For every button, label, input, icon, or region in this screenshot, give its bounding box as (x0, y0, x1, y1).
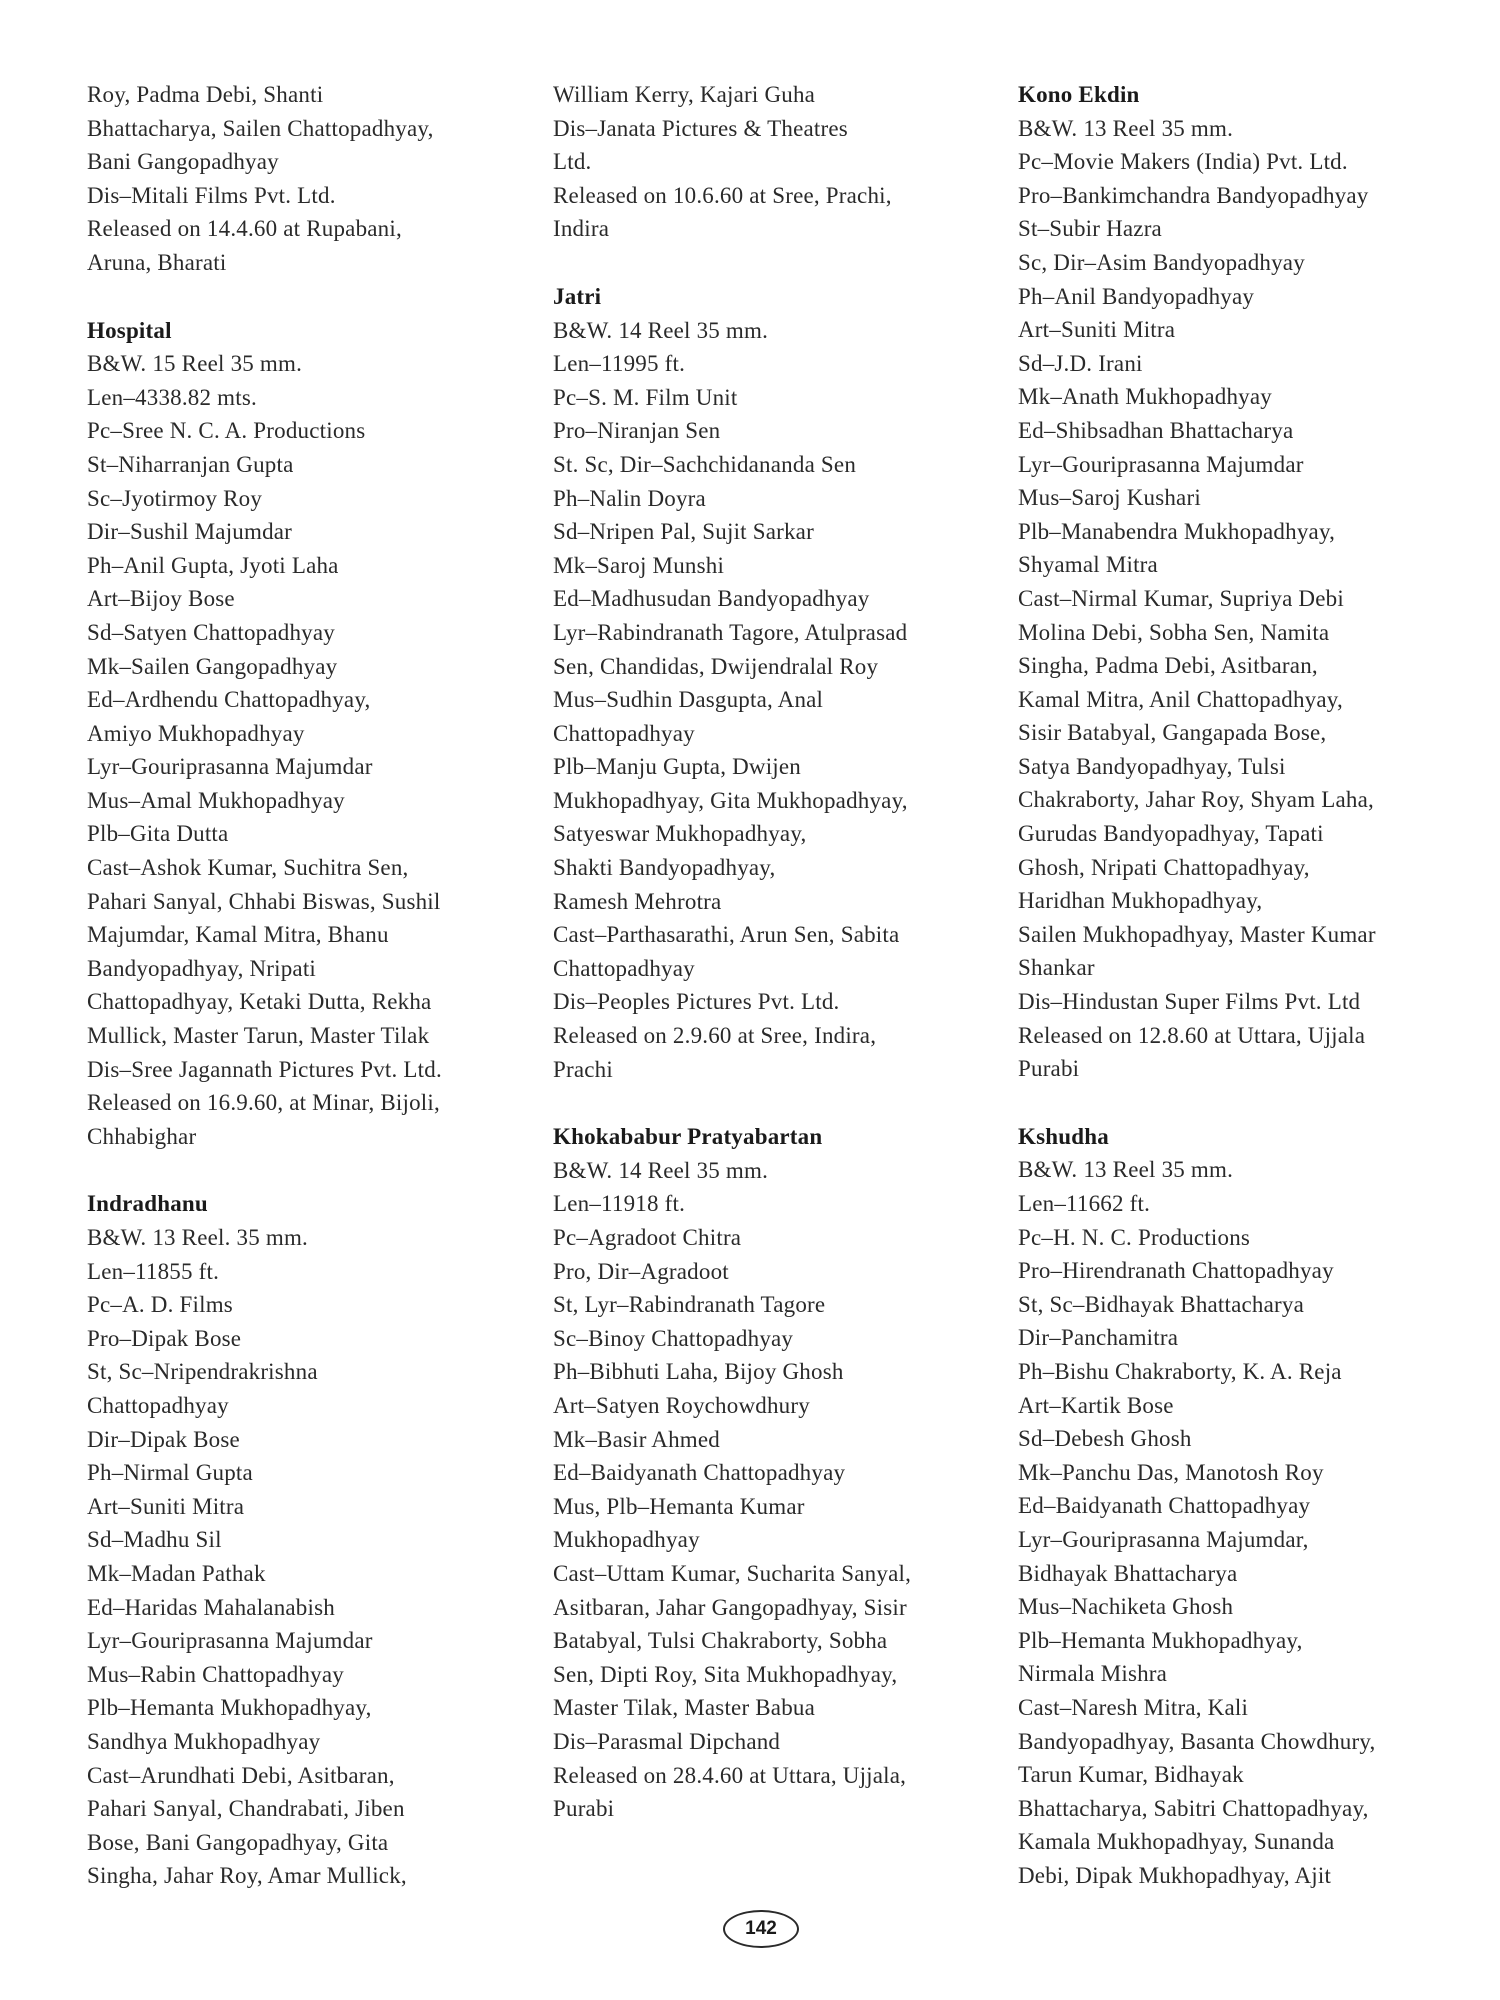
entry-line: Singha, Jahar Roy, Amar Mullick, (87, 1863, 407, 1889)
entry-line: B&W. 13 Reel 35 mm. (1018, 1157, 1234, 1183)
entry-line: Mk–Anath Mukhopadhyay (1018, 384, 1272, 410)
entry-line: Mus–Amal Mukhopadhyay (87, 787, 345, 813)
entry-line: Sisir Batabyal, Gangapada Bose, (1018, 720, 1327, 746)
entry-line: Singha, Padma Debi, Asitbaran, (1018, 653, 1318, 679)
entry-line: Gurudas Bandyopadhyay, Tapati (1018, 821, 1324, 847)
entry-line: Bidhayak Bhattacharya (1018, 1560, 1238, 1586)
entry-line: Ed–Haridas Mahalanabish (87, 1594, 335, 1620)
entry-line: St–Niharranjan Gupta (87, 451, 294, 477)
entry-line: Art–Satyen Roychowdhury (553, 1392, 810, 1418)
entry-line: Mk–Saroj Munshi (553, 552, 725, 578)
entry-line: Roy, Padma Debi, Shanti (87, 82, 324, 107)
entry-line: Sd–Satyen Chattopadhyay (87, 619, 335, 645)
entry-line: Plb–Hemanta Mukhopadhyay, (87, 1695, 372, 1721)
entry-line: Ph–Nirmal Gupta (87, 1460, 253, 1486)
entry-line: Lyr–Gouriprasanna Majumdar (1018, 451, 1304, 477)
entry-line: Cast–Uttam Kumar, Sucharita Sanyal, (553, 1560, 912, 1586)
page-number: 142 (723, 1910, 799, 1948)
entry-line: Chakraborty, Jahar Roy, Shyam Laha, (1018, 787, 1374, 813)
entry-line: Mk–Sailen Gangopadhyay (87, 653, 338, 679)
entry-line: Released on 16.9.60, at Minar, Bijoli, (87, 1090, 440, 1116)
entry-line: Haridhan Mukhopadhyay, (1018, 888, 1263, 914)
entry-line: Shankar (1018, 955, 1095, 981)
entry-line: Ed–Baidyanath Chattopadhyay (553, 1460, 846, 1486)
entry-line: Plb–Hemanta Mukhopadhyay, (1018, 1627, 1303, 1653)
entry-line: B&W. 14 Reel 35 mm. (553, 1157, 769, 1183)
entry-line: Ed–Baidyanath Chattopadhyay (1018, 1493, 1311, 1519)
entry-line: Ph–Bibhuti Laha, Bijoy Ghosh (553, 1359, 844, 1385)
entry-line: Ltd. (553, 149, 592, 175)
entry-line: Released on 10.6.60 at Sree, Prachi, (553, 182, 892, 208)
entry-line: Ed–Madhusudan Bandyopadhyay (553, 586, 870, 612)
entry-line: Mus–Rabin Chattopadhyay (87, 1661, 344, 1687)
entry-line: Molina Debi, Sobha Sen, Namita (1018, 619, 1330, 645)
entry-line: Pc–H. N. C. Productions (1018, 1224, 1251, 1250)
entry-line: Dis–Janata Pictures & Theatres (553, 115, 848, 141)
entry-line: B&W. 14 Reel 35 mm. (553, 317, 769, 343)
entry-line: Satya Bandyopadhyay, Tulsi (1018, 753, 1286, 779)
entry-line: Pro–Hirendranath Chattopadhyay (1018, 1258, 1334, 1284)
entry-line: Dir–Panchamitra (1018, 1325, 1179, 1351)
entry-line: B&W. 15 Reel 35 mm. (87, 351, 303, 377)
entry-line: St, Lyr–Rabindranath Tagore (553, 1292, 826, 1318)
entry-line: Mus, Plb–Hemanta Kumar (553, 1493, 805, 1519)
entry-line: B&W. 13 Reel 35 mm. (1018, 115, 1234, 141)
entry-line: Nirmala Mishra (1018, 1661, 1168, 1687)
entry-line: Dis–Sree Jagannath Pictures Pvt. Ltd. (87, 1056, 442, 1082)
entry-line: Len–11662 ft. (1018, 1191, 1151, 1216)
entry-line: Len–11855 ft. (87, 1258, 220, 1284)
entry-line: St–Subir Hazra (1018, 216, 1162, 242)
entry-line: Mk–Basir Ahmed (553, 1426, 720, 1452)
entry-line: Lyr–Rabindranath Tagore, Atulprasad (553, 619, 908, 645)
entry-line: Released on 28.4.60 at Uttara, Ujjala, (553, 1762, 907, 1788)
entry-line: Released on 12.8.60 at Uttara, Ujjala (1018, 1022, 1366, 1048)
column-1 (87, 78, 527, 1893)
entry-line: Pc–Movie Makers (India) Pvt. Ltd. (1018, 149, 1348, 175)
entry-line: Ph–Bishu Chakraborty, K. A. Reja (1018, 1358, 1342, 1384)
entry-line: Art–Kartik Bose (1018, 1392, 1174, 1418)
entry-line: Kamal Mitra, Anil Chattopadhyay, (1018, 686, 1343, 712)
entry-line: Ph–Nalin Doyra (553, 485, 706, 511)
entry-line: Sd–Madhu Sil (87, 1527, 222, 1553)
entry-line: Pro–Dipak Bose (87, 1325, 242, 1351)
film-title: Indradhanu (87, 1191, 208, 1217)
entry-line: Pc–Agradoot Chitra (553, 1225, 742, 1250)
entry-line: Pc–A. D. Films (87, 1292, 233, 1318)
entry-line: Len–11995 ft. (553, 351, 686, 377)
entry-line: Bandyopadhyay, Nripati (87, 955, 317, 981)
entry-line: Sd–Debesh Ghosh (1018, 1426, 1192, 1452)
entry-line: Sailen Mukhopadhyay, Master Kumar (1018, 921, 1376, 947)
film-title: Kono Ekdin (1018, 82, 1140, 107)
entry-line: Mukhopadhyay, Gita Mukhopadhyay, (553, 787, 908, 813)
film-title: Hospital (87, 317, 172, 343)
entry-spacer (1018, 1086, 1458, 1120)
entry-line: Dis–Mitali Films Pvt. Ltd. (87, 182, 336, 208)
entry-line: Ph–Anil Gupta, Jyoti Laha (87, 552, 339, 578)
entry-line: Ph–Anil Bandyopadhyay (1018, 283, 1255, 309)
entry-line: Bose, Bani Gangopadhyay, Gita (87, 1829, 389, 1855)
entry-line: Cast–Nirmal Kumar, Supriya Debi (1018, 585, 1344, 611)
entry-line: Ed–Shibsadhan Bhattacharya (1018, 417, 1294, 443)
entry-line: Sd–Nripen Pal, Sujit Sarkar (553, 519, 814, 545)
entry-line: Pro–Bankimchandra Bandyopadhyay (1018, 182, 1369, 208)
entry-line: Released on 14.4.60 at Rupabani, (87, 216, 402, 242)
entry-line: Dir–Dipak Bose (87, 1426, 240, 1452)
entry-line: Dis–Hindustan Super Films Pvt. Ltd (1018, 989, 1361, 1015)
column-2 (553, 78, 993, 1826)
column-3 (1018, 78, 1458, 1892)
entry-line: Sd–J.D. Irani (1018, 350, 1143, 376)
entry-line: Plb–Manabendra Mukhopadhyay, (1018, 518, 1336, 544)
entry-line: Sandhya Mukhopadhyay (87, 1728, 321, 1754)
entry-line: Len–11918 ft. (553, 1191, 686, 1217)
entry-line: Chattopadhyay (553, 720, 695, 746)
entry-line: Shyamal Mitra (1018, 552, 1158, 578)
entry-line: Bhattacharya, Sabitri Chattopadhyay, (1018, 1795, 1369, 1821)
entry-line: Sc–Binoy Chattopadhyay (553, 1325, 794, 1351)
film-title: Jatri (553, 283, 602, 309)
entry-line: Purabi (1018, 1056, 1080, 1082)
entry-line: B&W. 13 Reel. 35 mm. (87, 1225, 309, 1250)
entry-line: Mus–Saroj Kushari (1018, 485, 1201, 511)
entry-line: Sc–Jyotirmoy Roy (87, 485, 263, 511)
entry-line: Prachi (553, 1056, 613, 1082)
entry-line: Mk–Panchu Das, Manotosh Roy (1018, 1459, 1324, 1485)
entry-line: Pahari Sanyal, Chhabi Biswas, Sushil (87, 888, 441, 914)
entry-line: Mukhopadhyay (553, 1527, 700, 1553)
entry-line: Lyr–Gouriprasanna Majumdar (87, 1628, 373, 1654)
entry-line: Chattopadhyay (87, 1392, 229, 1418)
entry-line: Chhabighar (87, 1123, 197, 1149)
entry-line: Cast–Arundhati Debi, Asitbaran, (87, 1762, 395, 1788)
entry-line: Lyr–Gouriprasanna Majumdar, (1018, 1526, 1309, 1552)
entry-line: Tarun Kumar, Bidhayak (1018, 1762, 1244, 1788)
entry-line: Bani Gangopadhyay (87, 149, 279, 175)
entry-line: Sc, Dir–Asim Bandyopadhyay (1018, 249, 1305, 275)
entry-line: Cast–Parthasarathi, Arun Sen, Sabita (553, 922, 900, 948)
entry-spacer (87, 280, 527, 314)
entry-line: Art–Suniti Mitra (87, 1493, 245, 1519)
entry-line: Pc–Sree N. C. A. Productions (87, 418, 366, 444)
entry-line: Master Tilak, Master Babua (553, 1695, 816, 1721)
entry-line: Satyeswar Mukhopadhyay, (553, 821, 807, 847)
entry-line: Amiyo Mukhopadhyay (87, 720, 305, 746)
entry-line: Mus–Nachiketa Ghosh (1018, 1594, 1234, 1620)
entry-line: Asitbaran, Jahar Gangopadhyay, Sisir (553, 1594, 907, 1620)
entry-line: Art–Bijoy Bose (87, 586, 235, 612)
entry-line: Aruna, Bharati (87, 249, 227, 275)
entry-line: Batabyal, Tulsi Chakraborty, Sobha (553, 1628, 888, 1654)
entry-line: Chattopadhyay (553, 955, 695, 981)
entry-line: Kamala Mukhopadhyay, Sunanda (1018, 1829, 1335, 1855)
entry-line: Dis–Parasmal Dipchand (553, 1728, 781, 1754)
entry-line: Len–4338.82 mts. (87, 384, 257, 410)
entry-spacer (553, 246, 993, 280)
entry-line: St, Sc–Bidhayak Bhattacharya (1018, 1291, 1305, 1317)
entry-line: Chattopadhyay, Ketaki Dutta, Rekha (87, 989, 432, 1015)
entry-line: Bhattacharya, Sailen Chattopadhyay, (87, 115, 434, 141)
entry-line: Bandyopadhyay, Basanta Chowdhury, (1018, 1728, 1376, 1754)
entry-line: Shakti Bandyopadhyay, (553, 855, 776, 881)
film-title: Kshudha (1018, 1123, 1109, 1149)
entry-line: Ghosh, Nripati Chattopadhyay, (1018, 854, 1310, 880)
entry-line: Mus–Sudhin Dasgupta, Anal (553, 687, 824, 713)
entry-line: Pahari Sanyal, Chandrabati, Jiben (87, 1796, 405, 1822)
entry-line: Plb–Manju Gupta, Dwijen (553, 754, 801, 780)
entry-line: Debi, Dipak Mukhopadhyay, Ajit (1018, 1862, 1332, 1888)
entry-line: Lyr–Gouriprasanna Majumdar (87, 754, 373, 780)
entry-spacer (87, 1153, 527, 1187)
entry-line: Cast–Ashok Kumar, Suchitra Sen, (87, 855, 409, 881)
entry-line: Art–Suniti Mitra (1018, 317, 1176, 343)
entry-line: Mullick, Master Tarun, Master Tilak (87, 1023, 430, 1049)
entry-line: Sen, Dipti Roy, Sita Mukhopadhyay, (553, 1661, 898, 1687)
entry-line: Released on 2.9.60 at Sree, Indira, (553, 1023, 877, 1049)
entry-line: Plb–Gita Dutta (87, 821, 229, 847)
entry-line: Mk–Madan Pathak (87, 1560, 266, 1586)
entry-line: William Kerry, Kajari Guha (553, 82, 816, 107)
entry-line: St, Sc–Nripendrakrishna (87, 1359, 318, 1385)
entry-line: Pro–Niranjan Sen (553, 418, 721, 444)
entry-line: Majumdar, Kamal Mitra, Bhanu (87, 922, 389, 948)
entry-line: Dis–Peoples Pictures Pvt. Ltd. (553, 989, 840, 1015)
entry-line: Dir–Sushil Majumdar (87, 519, 293, 545)
entry-line: Purabi (553, 1796, 615, 1822)
entry-line: Ramesh Mehrotra (553, 888, 722, 914)
entry-line: Pc–S. M. Film Unit (553, 384, 738, 410)
entry-spacer (553, 1086, 993, 1120)
film-title: Khokababur Pratyabartan (553, 1124, 823, 1150)
entry-line: Indira (553, 216, 610, 242)
entry-line: St. Sc, Dir–Sachchidananda Sen (553, 451, 857, 477)
entry-line: Ed–Ardhendu Chattopadhyay, (87, 687, 371, 713)
entry-line: Cast–Naresh Mitra, Kali (1018, 1694, 1249, 1720)
entry-line: Pro, Dir–Agradoot (553, 1258, 729, 1284)
entry-line: Sen, Chandidas, Dwijendralal Roy (553, 653, 879, 679)
